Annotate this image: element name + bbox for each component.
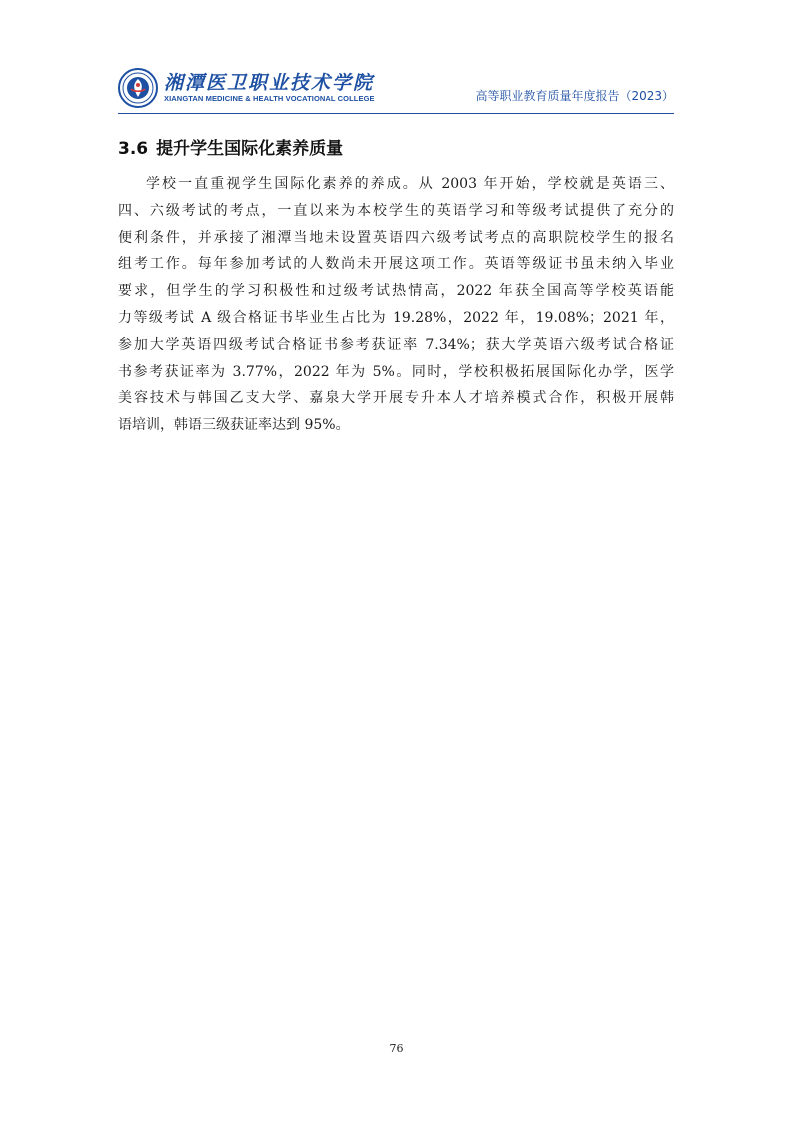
paragraph-line: 语培训，韩语三级获证率达到 95%。	[118, 417, 350, 434]
header-divider	[118, 113, 674, 114]
section-number: 3.6	[118, 139, 149, 159]
report-title: 高等职业教育质量年度报告（2023）	[475, 89, 674, 103]
page-number: 76	[389, 1042, 404, 1055]
paragraph-line: 力等级考试 A 级合格证书毕业生占比为 19.28%，2022 年，19.08%；2021 年，	[118, 309, 674, 326]
paragraph-line: 四、六级考试的考点，一直以来为本校学生的英语学习和等级考试提供了充分的	[118, 202, 674, 219]
paragraph-line: 组考工作。每年参加考试的人数尚未开展这项工作。英语等级证书虽未纳入毕业	[118, 256, 674, 273]
school-name-en: XIANGTAN MEDICINE & HEALTH VOCATIONAL COLLEGE	[164, 94, 375, 103]
body-paragraph	[118, 171, 674, 439]
school-name-cn: 湘潭医卫职业技术学院	[164, 72, 375, 94]
paragraph-line: 要求，但学生的学习积极性和过级考试热情高，2022 年获全国高等学校英语能	[118, 283, 674, 300]
section-title: 提升学生国际化素养质量	[156, 139, 344, 159]
page-header	[118, 64, 674, 114]
paragraph-line: 参加大学英语四级考试合格证书参考获证率 7.34%；获大学英语六级考试合格证	[118, 336, 674, 353]
section-heading	[118, 134, 343, 159]
paragraph-line: 美容技术与韩国乙支大学、嘉泉大学开展专升本人才培养模式合作，积极开展韩	[118, 390, 674, 407]
paragraph-line: 便利条件，并承接了湘潭当地未设置英语四六级考试考点的高职院校学生的报名	[118, 229, 674, 246]
paragraph-line: 学校一直重视学生国际化素养的养成。从 2003 年开始，学校就是英语三、	[146, 176, 674, 192]
school-emblem-icon	[118, 68, 158, 108]
paragraph-line: 书参考获证率为 3.77%，2022 年为 5%。同时，学校积极拓展国际化办学，医学	[118, 363, 674, 380]
